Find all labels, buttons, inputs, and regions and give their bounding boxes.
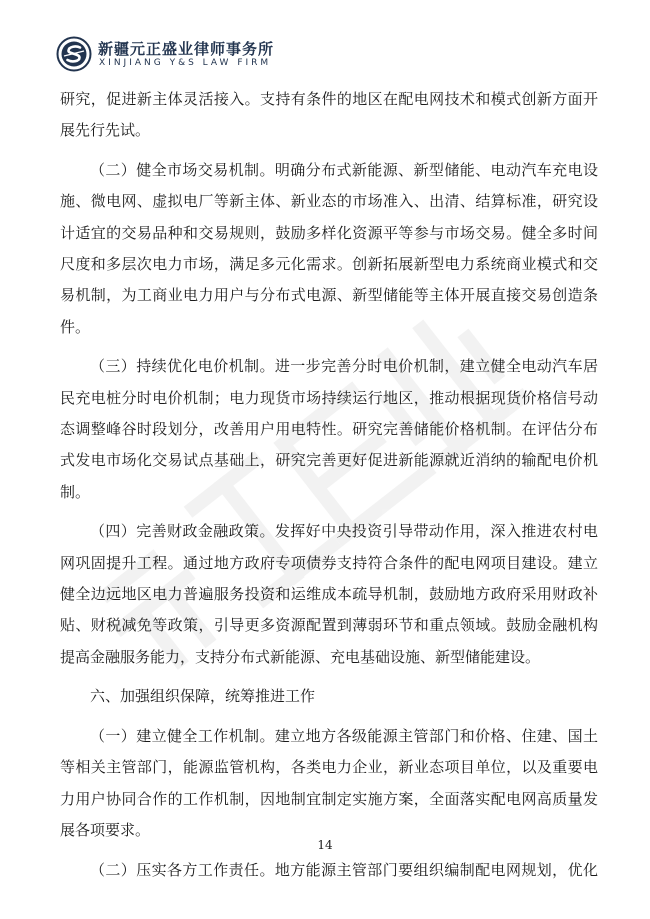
text-line: 易机制，为工商业电力用户与分布式电源、新型储能等主体开展直接交易创造条: [60, 286, 598, 305]
text-line: （一）建立健全工作机制。建立地方各级能源主管部门和价格、住建、国土: [90, 727, 598, 746]
firm-name-cn: 新疆元正盛业律师事务所: [98, 40, 275, 58]
document-body: [60, 84, 598, 886]
text-line: 件。: [60, 317, 91, 336]
text-line: （四）完善财政金融政策。发挥好中央投资引导带动作用，深入推进农村电: [90, 522, 598, 541]
text-line: 等相关主管部门，能源监管机构，各类电力企业，新业态项目单位，以及重要电: [60, 758, 598, 777]
text-line: 计适宜的交易品种和交易规则，鼓励多样化资源平等参与市场交易。健全多时间: [60, 223, 598, 242]
text-line: 研究，促进新主体灵活接入。支持有条件的地区在配电网技术和模式创新方面开: [60, 90, 598, 108]
firm-logo-icon: [56, 36, 92, 72]
text-line: 尺度和多层次电力市场，满足多元化需求。创新拓展新型电力系统商业模式和交: [60, 254, 598, 273]
text-line: 制。: [60, 482, 91, 501]
text-line: 展各项要求。: [60, 821, 151, 840]
text-line: 力用户协同合作的工作机制，因地制宜制定实施方案，全面落实配电网高质量发: [60, 789, 598, 808]
text-line: （二）压实各方工作责任。地方能源主管部门要组织编制配电网规划，优化: [90, 860, 598, 879]
text-line: 提高金融服务能力，支持分布式新能源、充电基础设施、新型储能建设。: [60, 647, 541, 666]
page-number: 14: [317, 838, 333, 852]
section-heading: 六、加强组织保障，统筹推进工作: [90, 687, 316, 706]
text-line: 展先行先试。: [60, 121, 151, 140]
firm-name-en: XINJIANG Y&S LAW FIRM: [99, 58, 272, 68]
document-header: [56, 36, 616, 76]
text-line: 态调整峰谷时段划分，改善用户用电特性。研究完善储能价格机制。在评估分布: [60, 419, 598, 438]
text-line: （二）健全市场交易机制。明确分布式新能源、新型储能、电动汽车充电设: [90, 161, 598, 180]
text-line: （三）持续优化电价机制。进一步完善分时电价机制，建立健全电动汽车居: [90, 357, 598, 376]
text-line: 网巩固提升工程。通过地方政府专项债券支持符合条件的配电网项目建设。建立: [60, 553, 598, 572]
text-line: 施、微电网、虚拟电厂等新主体、新业态的市场准入、出清、结算标准，研究设: [60, 192, 598, 211]
text-line: 民充电桩分时电价机制；电力现货市场持续运行地区，推动根据现货价格信号动: [60, 388, 598, 407]
text-line: 式发电市场化交易试点基础上，研究完善更好促进新能源就近消纳的输配电价机: [60, 451, 598, 470]
text-line: 健全边远地区电力普遍服务投资和运维成本疏导机制，鼓励地方政府采用财政补: [60, 584, 598, 603]
text-line: 贴、财税减免等政策，引导更多资源配置到薄弱环节和重点领域。鼓励金融机构: [60, 616, 598, 635]
